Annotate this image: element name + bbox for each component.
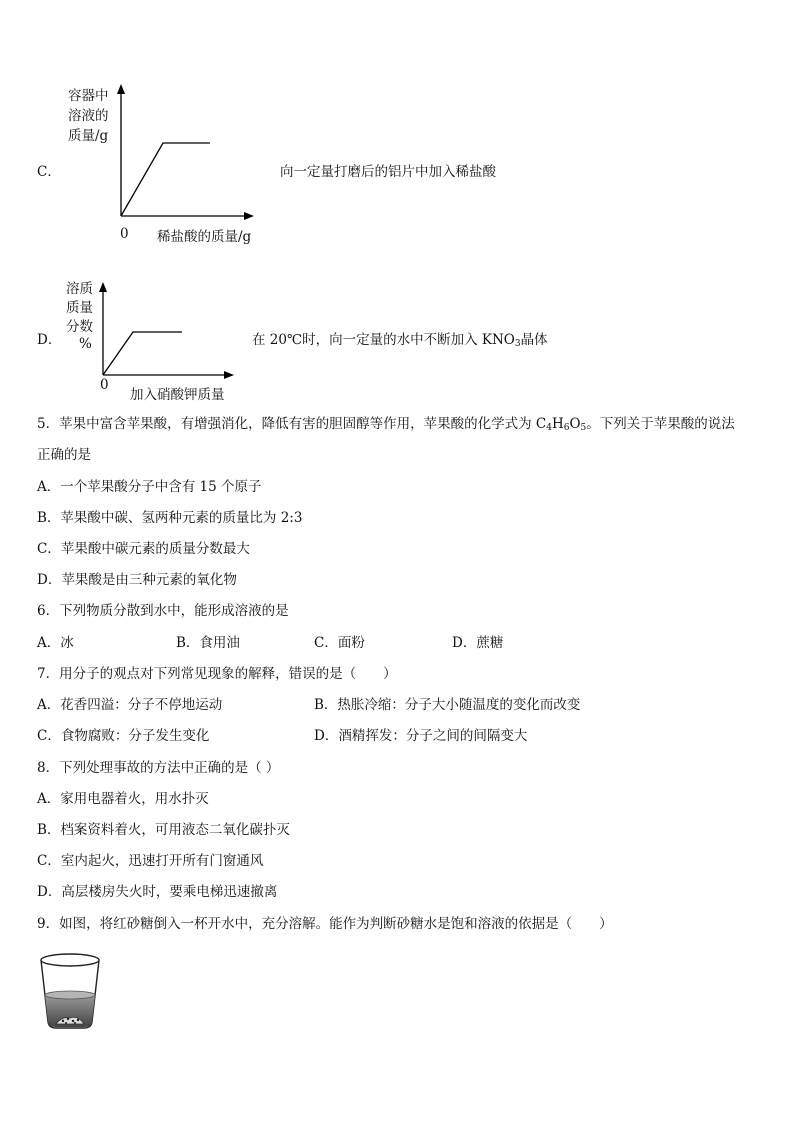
q7-option-b[interactable]: B．热胀冷缩：分子大小随温度的变化而改变: [314, 697, 581, 713]
graph-d-ylabel-2: 质量: [66, 300, 93, 316]
graph-c-xlabel: 稀盐酸的质量/g: [157, 229, 252, 245]
graph-c-ylabel-2: 溶液的: [68, 108, 109, 124]
q5-stem-line1: 5．苹果中富含苹果酸，有增强消化，降低有害的胆固醇等作用，苹果酸的化学式为 $C_4H_6O_5$。下列关于苹果酸的说法: [37, 416, 735, 433]
graph-d-caption: 在 20℃时，向一定量的水中不断加入 $KNO_3$晶体: [252, 332, 548, 349]
q6-option-b[interactable]: B．食用油: [176, 635, 240, 651]
q8-option-a[interactable]: A．家用电器着火，用水扑灭: [37, 791, 209, 807]
q8-stem: 8．下列处理事故的方法中正确的是（ ）: [37, 760, 280, 776]
graph-d-ylabel-4: %: [79, 336, 92, 352]
graph-c-origin: 0: [120, 226, 129, 242]
q8-option-b[interactable]: B．档案资料着火，可用液态二氧化碳扑灭: [37, 822, 290, 838]
q8-option-c[interactable]: C．室内起火，迅速打开所有门窗通风: [37, 853, 264, 869]
q7-option-a[interactable]: A．花香四溢：分子不停地运动: [37, 697, 223, 713]
q7-option-c[interactable]: C．食物腐败：分子发生变化: [37, 728, 210, 744]
graph-d-origin: 0: [100, 377, 109, 393]
graph-c-ylabel-3: 质量/g: [68, 128, 109, 144]
graph-d-ylabel-1: 溶质: [66, 281, 93, 297]
q5-option-a[interactable]: A．一个苹果酸分子中含有 15 个原子: [37, 479, 262, 495]
graph-d-ylabel-3: 分数: [66, 319, 93, 335]
option-c-label: C．: [37, 164, 61, 180]
q8-option-d[interactable]: D．高层楼房失火时，要乘电梯迅速撤离: [37, 884, 278, 900]
q6-option-d[interactable]: D．蔗糖: [452, 635, 504, 651]
graph-d-xlabel: 加入硝酸钾质量: [130, 387, 225, 403]
q9-stem: 9．如图，将红砂糖倒入一杯开水中，充分溶解。能作为判断砂糖水是饱和溶液的依据是（ ）: [37, 916, 613, 932]
q5-option-d[interactable]: D．苹果酸是由三种元素的氧化物: [37, 572, 237, 588]
graph-c-caption: 向一定量打磨后的铝片中加入稀盐酸: [280, 164, 496, 180]
q5-stem-line2: 正确的是: [37, 447, 91, 463]
q6-option-c[interactable]: C．面粉: [314, 635, 365, 651]
q5-option-b[interactable]: B．苹果酸中碳、氢两种元素的质量比为 2:3: [37, 510, 303, 526]
option-d-label: D．: [37, 332, 62, 348]
q7-option-d[interactable]: D．酒精挥发：分子之间的间隔变大: [314, 728, 528, 744]
graph-c-ylabel-1: 容器中: [68, 88, 109, 104]
q7-stem: 7．用分子的观点对下列常见现象的解释，错误的是（ ）: [37, 666, 397, 682]
q5-option-c[interactable]: C．苹果酸中碳元素的质量分数最大: [37, 541, 250, 557]
q6-option-a[interactable]: A．冰: [37, 635, 74, 651]
q6-stem: 6．下列物质分散到水中，能形成溶液的是: [37, 603, 289, 619]
